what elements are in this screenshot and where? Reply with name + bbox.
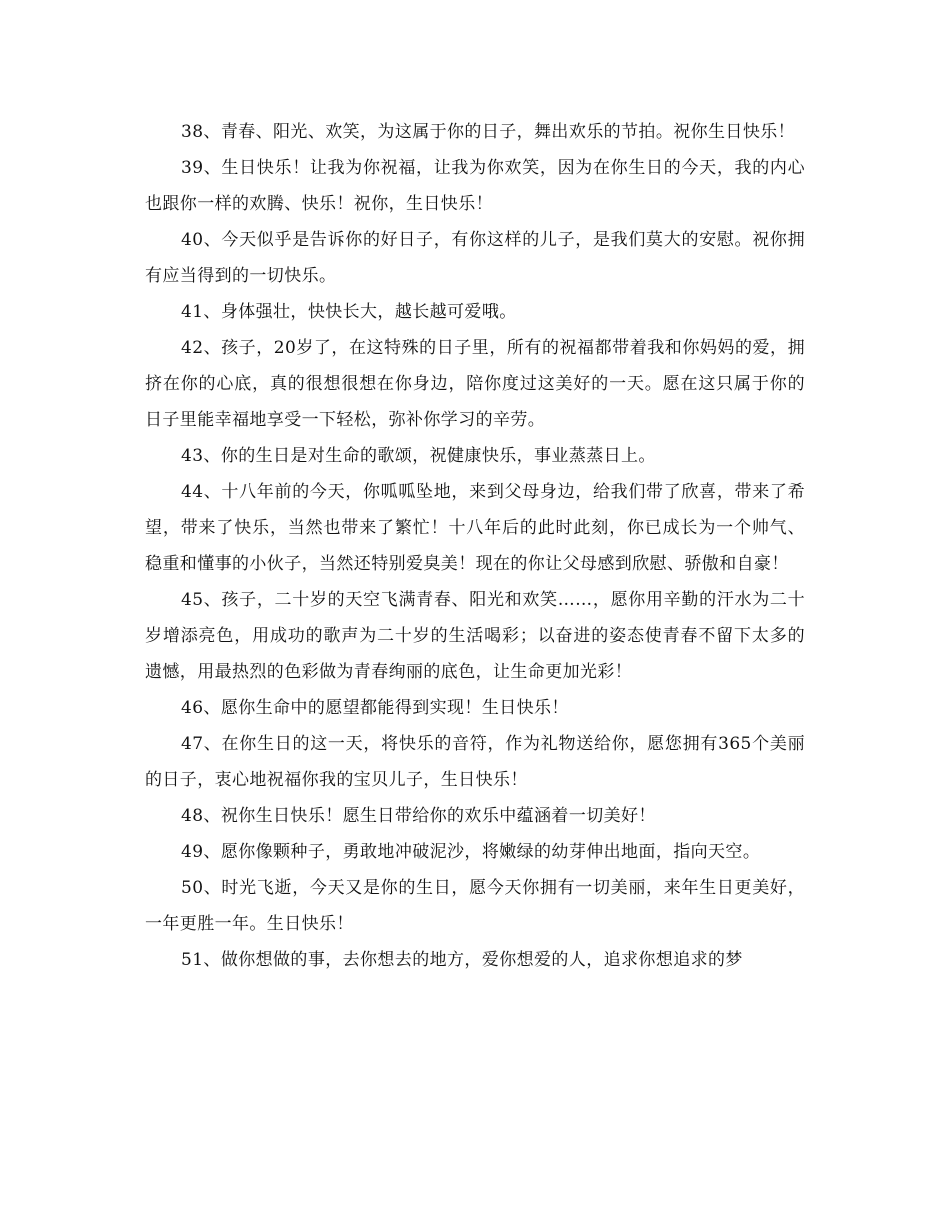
paragraph-51: 51、做你想做的事，去你想去的地方，爱你想爱的人，追求你想追求的梦 [181,950,743,970]
paragraph-39: 39、生日快乐！让我为你祝福，让我为你欢笑，因为在你生日的今天，我的内心也跟你一样的欢腾、快乐！祝你，生日快乐！ [145,158,805,214]
paragraph-42: 42、孩子，20岁了，在这特殊的日子里，所有的祝福都带着我和你妈妈的爱，拥挤在你的心底，真的很想很想在你身边，陪你度过这美好的一天。愿在这只属于你的日子里能幸福地享受一下轻松，弥补你学习的辛劳。 [145,338,805,430]
paragraph-50: 50、时光飞逝，今天又是你的生日，愿今天你拥有一切美丽，来年生日更美好，一年更胜一年。生日快乐！ [145,878,805,934]
paragraph-48: 48、祝你生日快乐！愿生日带给你的欢乐中蕴涵着一切美好！ [181,806,656,826]
paragraph-44: 44、十八年前的今天，你呱呱坠地，来到父母身边，给我们带了欣喜，带来了希望，带来了快乐，当然也带来了繁忙！十八年后的此时此刻，你已成长为一个帅气、稳重和懂事的小伙子，当然还特别爱臭美！现在的你让父母感到欣慰、骄傲和自豪！ [145,482,805,574]
paragraph-41: 41、身体强壮，快快长大，越长越可爱哦。 [181,302,517,322]
paragraph-43: 43、你的生日是对生命的歌颂，祝健康快乐，事业蒸蒸日上。 [181,446,656,466]
paragraph-49: 49、愿你像颗种子，勇敢地冲破泥沙，将嫩绿的幼芽伸出地面，指向天空。 [181,842,761,862]
paragraph-46: 46、愿你生命中的愿望都能得到实现！生日快乐！ [181,698,569,718]
paragraph-38: 38、青春、阳光、欢笑，为这属于你的日子，舞出欢乐的节拍。祝你生日快乐！ [181,122,796,142]
paragraph-40: 40、今天似乎是告诉你的好日子，有你这样的儿子，是我们莫大的安慰。祝你拥有应当得到的一切快乐。 [145,230,805,286]
paragraph-45: 45、孩子，二十岁的天空飞满青春、阳光和欢笑……，愿你用辛勤的汗水为二十岁增添亮色，用成功的歌声为二十岁的生活喝彩；以奋进的姿态使青春不留下太多的遗憾，用最热烈的色彩做为青春绚丽的底色，让生命更加光彩！ [145,590,805,682]
document-body [145,114,805,978]
paragraph-47: 47、在你生日的这一天，将快乐的音符，作为礼物送给你，愿您拥有365个美丽的日子，衷心地祝福你我的宝贝儿子，生日快乐！ [145,734,805,790]
